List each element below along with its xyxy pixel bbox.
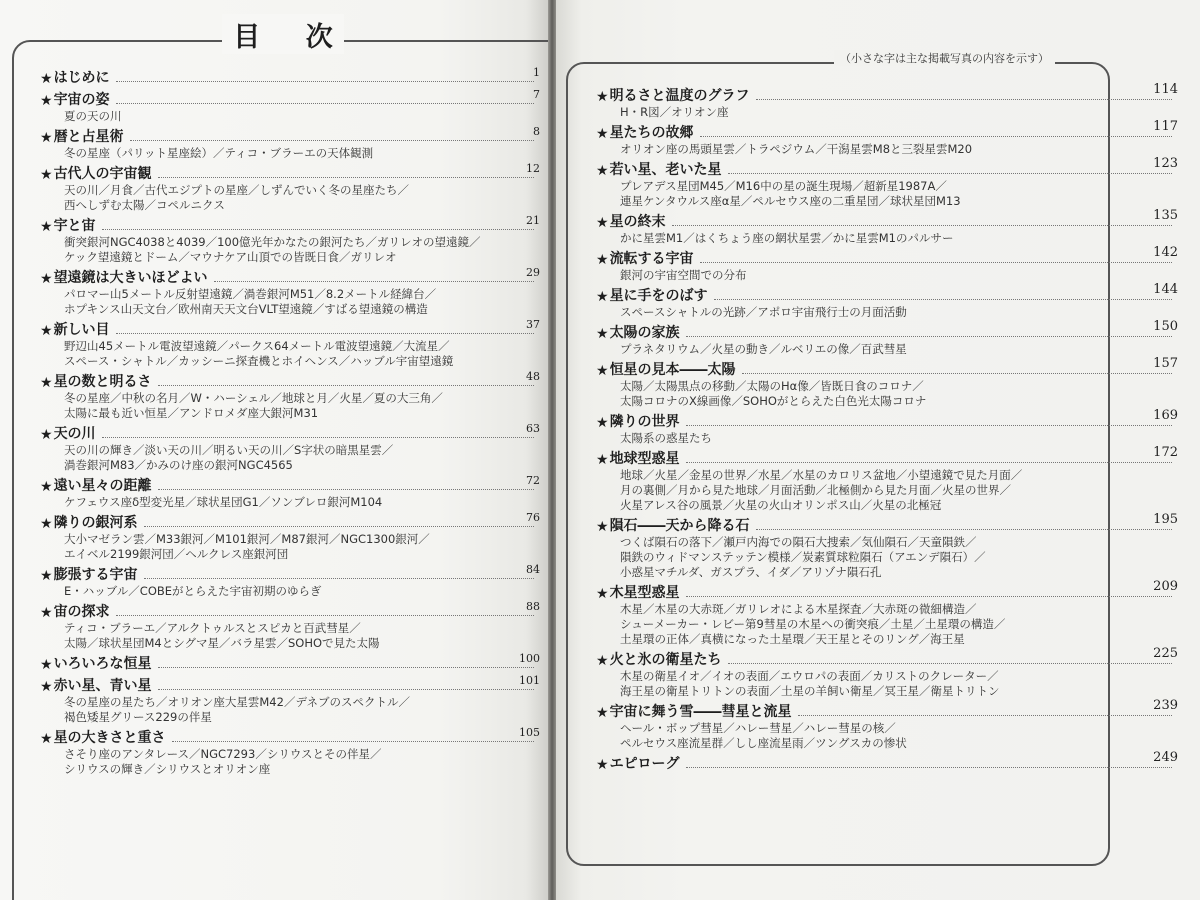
toc-entry-photos [40,584,540,599]
photo-caption-line: ホプキンス山天文台／欧州南天天文台VLT望遠鏡／すばる望遠鏡の構造 [64,302,428,316]
star-icon: ★ [596,452,609,468]
star-icon: ★ [40,605,53,621]
star-icon: ★ [40,219,53,235]
photo-caption-line: 天の川／月食／古代エジプトの星座／しずんでいく冬の星座たち／ [64,183,409,197]
toc-page-number: 76 [526,511,540,524]
toc-right-column [596,83,1178,773]
star-icon: ★ [40,271,53,287]
toc-page-number: 123 [1153,156,1178,171]
star-icon: ★ [40,516,53,532]
toc-page-number: 63 [526,422,540,435]
toc-entry-heading [596,357,1178,379]
toc-entry-heading [596,409,1178,431]
dot-leader [756,529,1172,530]
toc-page-number: 37 [526,318,540,331]
toc-page-number: 144 [1153,282,1178,297]
toc-entry [40,124,540,161]
toc-entry-heading [596,120,1178,142]
photo-caption-line: 隕鉄のウィドマンステッテン模様／炭素質球粒隕石（アエンデ隕石）／ [620,550,986,564]
star-icon: ★ [40,71,53,87]
photo-caption-line: 木星の衛星イオ／イオの表面／エウロパの表面／カリストのクレーター／ [620,669,999,683]
dot-leader [728,663,1172,664]
toc-left-column [40,65,540,777]
dot-leader [728,173,1172,174]
dot-leader [116,81,534,82]
toc-page-number: 72 [526,474,540,487]
toc-entry-title: 暦と占星術 [53,129,124,145]
toc-entry-photos [596,468,1178,513]
toc-entry-title: 膨張する宇宙 [53,567,138,583]
star-icon: ★ [596,757,609,773]
dot-leader [686,336,1172,337]
dot-leader [144,578,534,579]
toc-entry-title: 赤い星、青い星 [53,678,152,694]
dot-leader [686,462,1172,463]
toc-entry-heading [40,369,540,391]
toc-entry [596,751,1178,773]
star-icon: ★ [596,215,609,231]
toc-entry-photos [596,535,1178,580]
toc-entry-title: 太陽の家族 [609,325,680,341]
toc-entry-heading [40,317,540,339]
toc-entry [40,599,540,651]
toc-entry [596,283,1178,320]
dot-leader [130,140,534,141]
toc-entry [40,651,540,673]
toc-entry-photos [40,235,540,265]
toc-entry-heading [596,320,1178,342]
photo-caption-line: スペース・シャトル／カッシーニ探査機とホイヘンス／ハッブル宇宙望遠鏡 [64,354,454,368]
toc-entry-title: はじめに [53,70,110,86]
star-icon: ★ [596,89,609,105]
caption-note: （小さな字は主な掲載写真の内容を示す） [834,50,1055,66]
toc-page-number: 21 [526,214,540,227]
toc-entry-photos [596,268,1178,283]
photo-caption-line: パロマー山5メートル反射望遠鏡／渦巻銀河M51／8.2メートル経緯台／ [64,287,437,301]
toc-entry-title: 宇宙に舞う雪――彗星と流星 [609,704,792,720]
photo-caption-line: 西へしずむ太陽／コペルニクス [64,198,225,212]
toc-entry [596,699,1178,751]
dot-leader [700,262,1172,263]
toc-entry-heading [40,473,540,495]
toc-entry-photos [40,391,540,421]
toc-entry [596,83,1178,120]
toc-entry-heading [40,725,540,747]
toc-page-number: 142 [1153,245,1178,260]
dot-leader [102,437,534,438]
toc-entry [596,209,1178,246]
toc-page-number: 172 [1153,445,1178,460]
photo-caption-line: 渦巻銀河M83／かみのけ座の銀河NGC4565 [64,458,293,472]
toc-entry-heading [40,124,540,146]
toc-entry-heading [40,265,540,287]
dot-leader [686,596,1172,597]
toc-entry [40,562,540,599]
toc-entry-title: 隣りの銀河系 [53,515,138,531]
toc-page-number: 29 [526,266,540,279]
toc-entry-photos [40,532,540,562]
photo-caption-line: 連星ケンタウルス座α星／ペルセウス座の二重星団／球状星団M13 [620,194,961,208]
toc-entry-photos [596,602,1178,647]
toc-entry-heading [596,446,1178,468]
toc-entry [40,510,540,562]
star-icon: ★ [40,731,53,747]
star-icon: ★ [596,415,609,431]
photo-caption-line: ケック望遠鏡とドーム／マウナケア山頂での皆既日食／ガリレオ [64,250,397,264]
dot-leader [158,667,534,668]
toc-page-number: 195 [1153,512,1178,527]
left-page [0,0,548,900]
toc-entry [40,161,540,213]
toc-entry [40,65,540,87]
toc-entry-heading [40,510,540,532]
photo-caption-line: 小惑星マチルダ、ガスプラ、イダ／アリゾナ隕石孔 [620,565,882,579]
toc-entry-title: 宙の探求 [53,604,110,620]
toc-entry-heading [40,65,540,87]
dot-leader [672,225,1172,226]
toc-entry [596,647,1178,699]
toc-entry-heading [40,673,540,695]
photo-caption-line: 天の川の輝き／淡い天の川／明るい天の川／S字状の暗黒星雲／ [64,443,394,457]
toc-entry-title: 隣りの世界 [609,414,680,430]
toc-entry-title: 古代人の宇宙観 [53,166,152,182]
star-icon: ★ [596,705,609,721]
toc-entry-photos [596,179,1178,209]
toc-entry-heading [40,421,540,443]
toc-entry-title: 明るさと温度のグラフ [609,88,750,104]
dot-leader [144,526,534,527]
toc-page-number: 84 [526,563,540,576]
toc-entry-title: 隕石――天から降る石 [609,518,750,534]
star-icon: ★ [596,519,609,535]
toc-entry [40,473,540,510]
toc-entry-photos [40,109,540,124]
right-page [556,0,1200,900]
photo-caption-line: 太陽コロナのX線画像／SOHOがとらえた白色光太陽コロナ [620,394,927,408]
toc-entry-title: 星たちの故郷 [609,125,694,141]
toc-entry-photos [40,695,540,725]
dot-leader [714,299,1172,300]
toc-entry-photos [596,305,1178,320]
photo-caption-line: ケフェウス座δ型変光星／球状星団G1／ソンブレロ銀河M104 [64,495,383,509]
toc-page-number: 114 [1153,82,1178,97]
toc-entry-heading [596,209,1178,231]
toc-entry-photos [596,105,1178,120]
toc-entry [40,87,540,124]
toc-entry-photos [596,342,1178,357]
star-icon: ★ [40,568,53,584]
toc-entry-title: 火と氷の衛星たち [609,652,722,668]
toc-entry-photos [40,287,540,317]
toc-entry-photos [40,495,540,510]
photo-caption-line: 褐色矮星グリース229の伴星 [64,710,212,724]
toc-entry-heading [596,699,1178,721]
toc-entry-heading [40,562,540,584]
photo-caption-line: 太陽系の惑星たち [620,431,712,445]
photo-caption-line: プレアデス星団M45／M16中の星の誕生現場／超新星1987A／ [620,179,947,193]
toc-page-number: 249 [1153,750,1178,765]
photo-caption-line: ティコ・ブラーエ／アルクトゥルスとスピカと百武彗星／ [64,621,361,635]
toc-entry-title: 望遠鏡は大きいほどよい [53,270,208,286]
photo-caption-line: さそり座のアンタレース／NGC7293／シリウスとその伴星／ [64,747,382,761]
star-icon: ★ [40,427,53,443]
star-icon: ★ [596,252,609,268]
dot-leader [686,425,1172,426]
dot-leader [742,373,1172,374]
toc-entry-photos [40,443,540,473]
star-icon: ★ [40,167,53,183]
toc-entry [40,265,540,317]
toc-entry [40,317,540,369]
toc-entry-photos [596,431,1178,446]
photo-caption-line: 太陽／球状星団M4とシグマ星／バラ星雲／SOHOで見た太陽 [64,636,380,650]
photo-caption-line: 地球／火星／金星の世界／水星／水星のカロリス盆地／小望遠鏡で見た月面／ [620,468,1023,482]
toc-entry [40,213,540,265]
photo-caption-line: かに星雲M1／はくちょう座の網状星雲／かに星雲M1のパルサー [620,231,954,245]
toc-entry-heading [596,246,1178,268]
toc-page-number: 169 [1153,408,1178,423]
toc-entry-title: 地球型惑星 [609,451,680,467]
star-icon: ★ [40,375,53,391]
toc-entry-title: 流転する宇宙 [609,251,694,267]
photo-caption-line: E・ハッブル／COBEがとらえた宇宙初期のゆらぎ [64,584,322,598]
star-icon: ★ [40,93,53,109]
toc-page-number: 209 [1153,579,1178,594]
toc-page-number: 12 [526,162,540,175]
toc-page-number: 135 [1153,208,1178,223]
toc-entry-title: 天の川 [53,426,96,442]
toc-entry [596,120,1178,157]
star-icon: ★ [40,130,53,146]
star-icon: ★ [40,479,53,495]
toc-page-number: 117 [1153,119,1178,134]
toc-heading: 目 次 [233,21,351,53]
photo-caption-line: 木星／木星の大赤斑／ガリレオによる木星探査／大赤斑の微細構造／ [620,602,977,616]
toc-entry [596,580,1178,647]
dot-leader [158,177,534,178]
toc-entry-heading [40,161,540,183]
toc-entry-heading [596,647,1178,669]
star-icon: ★ [596,326,609,342]
photo-caption-line: 土星環の正体／真横になった土星環／天王星とそのリング／海王星 [620,632,965,646]
toc-entry-heading [40,651,540,673]
toc-entry-title: 星の大きさと重さ [53,730,166,746]
star-icon: ★ [40,323,53,339]
toc-page-number: 48 [526,370,540,383]
toc-entry-title: 星に手をのばす [609,288,708,304]
dot-leader [116,333,534,334]
toc-entry-heading [40,87,540,109]
toc-entry-title: 木星型惑星 [609,585,680,601]
toc-entry [40,369,540,421]
toc-page-number: 100 [519,652,540,665]
toc-entry-heading [596,751,1178,773]
star-icon: ★ [596,586,609,602]
toc-entry-heading [40,599,540,621]
toc-entry-heading [596,157,1178,179]
dot-leader [214,281,534,282]
toc-entry-photos [40,146,540,161]
toc-entry-title: 新しい目 [53,322,110,338]
toc-page-number: 7 [533,88,540,101]
toc-entry-photos [596,142,1178,157]
photo-caption-line: ヘール・ボップ彗星／ハレー彗星／ハレー彗星の核／ [620,721,896,735]
toc-page-number: 225 [1153,646,1178,661]
toc-entry-photos [40,621,540,651]
toc-entry [596,357,1178,409]
photo-caption-line: 海王星の衛星トリトンの表面／土星の羊飼い衛星／冥王星／衛星トリトン [620,684,1000,698]
star-icon: ★ [596,289,609,305]
photo-caption-line: 野辺山45メートル電波望遠鏡／パークス64メートル電波望遠鏡／大流星／ [64,339,450,353]
dot-leader [756,99,1172,100]
toc-heading-box [222,14,351,54]
dot-leader [116,615,534,616]
toc-entry-title: エピローグ [609,756,680,772]
photo-caption-line: 火星アレス谷の風景／火星の火山オリンポス山／火星の北極冠 [620,498,942,512]
toc-entry-photos [596,231,1178,246]
star-icon: ★ [596,363,609,379]
photo-caption-line: エイベル2199銀河団／ヘルクレス座銀河団 [64,547,289,561]
photo-caption-line: シューメーカー・レビー第9彗星の木星への衝突痕／土星／土星環の構造／ [620,617,1006,631]
toc-entry-title: いろいろな恒星 [53,656,152,672]
toc-page-number: 239 [1153,698,1178,713]
photo-caption-line: 月の裏側／月から見た地球／月面活動／北極側から見た月面／火星の世界／ [620,483,1011,497]
toc-entry-heading [40,213,540,235]
toc-page-number: 105 [519,726,540,739]
photo-caption-line: 衝突銀河NGC4038と4039／100億光年かなたの銀河たち／ガリレオの望遠鏡／ [64,235,481,249]
photo-caption-line: 大小マゼラン雲／M33銀河／M101銀河／M87銀河／NGC1300銀河／ [64,532,430,546]
toc-page-number: 157 [1153,356,1178,371]
toc-entry [40,673,540,725]
photo-caption-line: 銀河の宇宙空間での分布 [620,268,747,282]
toc-entry [40,725,540,777]
dot-leader [172,741,534,742]
toc-entry-photos [596,669,1178,699]
toc-page-number: 88 [526,600,540,613]
photo-caption-line: 太陽／太陽黒点の移動／太陽のHα像／皆既日食のコロナ／ [620,379,924,393]
star-icon: ★ [596,126,609,142]
photo-caption-line: 太陽に最も近い恒星／アンドロメダ座大銀河M31 [64,406,319,420]
photo-caption-line: 冬の星座の星たち／オリオン座大星雲M42／デネブのスペクトル／ [64,695,410,709]
toc-entry [596,446,1178,513]
photo-caption-line: スペースシャトルの光跡／アポロ宇宙飛行士の月面活動 [620,305,907,319]
photo-caption-line: プラネタリウム／火星の動き／ルベリエの像／百武彗星 [620,342,907,356]
toc-entry [596,409,1178,446]
star-icon: ★ [40,679,53,695]
dot-leader [686,767,1172,768]
photo-caption-line: シリウスの輝き／シリウスとオリオン座 [64,762,271,776]
photo-caption-line: H・R図／オリオン座 [620,105,729,119]
book-gutter [548,0,556,900]
toc-entry-title: 宇宙の姿 [53,92,110,108]
toc-entry [40,421,540,473]
photo-caption-line: 冬の星座／中秋の名月／W・ハーシェル／地球と月／火星／夏の大三角／ [64,391,443,405]
toc-page-number: 1 [533,66,540,79]
toc-entry [596,246,1178,283]
toc-entry-title: 星の数と明るさ [53,374,152,390]
dot-leader [700,136,1172,137]
toc-entry-photos [596,721,1178,751]
toc-entry-title: 若い星、老いた星 [609,162,722,178]
toc-entry-heading [596,283,1178,305]
toc-entry [596,157,1178,209]
photo-caption-line: ペルセウス座流星群／しし座流星雨／ツングスカの惨状 [620,736,907,750]
star-icon: ★ [596,163,609,179]
toc-entry-photos [40,183,540,213]
toc-entry-title: 宇と宙 [53,218,96,234]
dot-leader [158,385,534,386]
toc-entry-heading [596,580,1178,602]
dot-leader [116,103,534,104]
star-icon: ★ [596,653,609,669]
toc-page-number: 150 [1153,319,1178,334]
toc-entry-heading [596,513,1178,535]
toc-entry-photos [596,379,1178,409]
toc-entry [596,320,1178,357]
toc-page-number: 8 [533,125,540,138]
dot-leader [798,715,1172,716]
toc-page-number: 101 [519,674,540,687]
toc-entry-title: 星の終末 [609,214,666,230]
photo-caption-line: 冬の星座（パリット星座絵）／ティコ・ブラーエの天体観測 [64,146,374,160]
toc-entry-heading [596,83,1178,105]
dot-leader [158,489,534,490]
dot-leader [158,689,534,690]
toc-entry-photos [40,339,540,369]
photo-caption-line: オリオン座の馬頭星雲／トラペジウム／干潟星雲M8と三裂星雲M20 [620,142,973,156]
photo-caption-line: 夏の天の川 [64,109,122,123]
toc-entry-title: 恒星の見本――太陽 [609,362,736,378]
dot-leader [102,229,534,230]
star-icon: ★ [40,657,53,673]
photo-caption-line: つくば隕石の落下／瀬戸内海での隕石大捜索／気仙隕石／天童隕鉄／ [620,535,977,549]
toc-entry-photos [40,747,540,777]
toc-entry-title: 遠い星々の距離 [53,478,152,494]
toc-entry [596,513,1178,580]
